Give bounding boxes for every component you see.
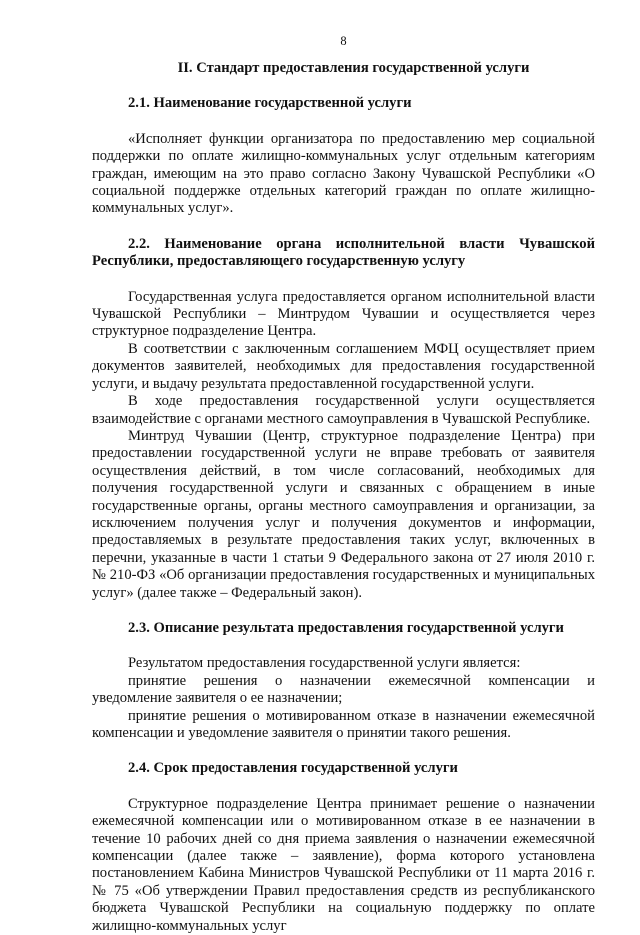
paragraph: Структурное подразделение Центра принимает решение о назначении ежемесячной компенсации или о мотивированном отказе в ее назначении в течение 10 рабочих дней со дня приема заявления о назначении ежемесячной компенсации (далее также – заявление), форма которого установлена постановлением Кабина Министров Чувашской Республики от 11 марта 2016 г. № 75 «Об утверждении Правил предоставления средств из республиканского бюджета Чувашской Республики на социальную поддержку по оплате жилищно-коммунальных услуг	[92, 795, 595, 934]
paragraph: Минтруд Чувашии (Центр, структурное подразделение Центра) при предоставлении государственной услуги не вправе требовать от заявителя осуществления действий, в том числе согласований, необходимых для получения государственной услуги и связанных с обращением в иные государственные органы, органы местного самоуправления и организации, за исключением получения услуг и получения документов и информации, предоставляемых в результате предоставления таких услуг, включенных в перечни, указанные в части 1 статьи 9 Федерального закона от 27 июля 2010 г. № 210-ФЗ «Об организации предоставления государственных и муниципальных услуг» (далее также – Федеральный закон).	[92, 427, 595, 601]
paragraph: принятие решения о назначении ежемесячной компенсации и уведомление заявителя о ее назначении;	[92, 672, 595, 707]
paragraph: В соответствии с заключенным соглашением МФЦ осуществляет прием документов заявителей, необходимых для предоставления государственной услуги, и выдачу результата предоставленной государственной услуги.	[92, 340, 595, 392]
paragraph: принятие решения о мотивированном отказе в назначении ежемесячной компенсации и уведомление заявителя о принятии такого решения.	[92, 707, 595, 741]
paragraph: «Исполняет функции организатора по предоставлению мер социальной поддержки по оплате жилищно-коммунальных услуг отдельным категориям граждан, имеющим на это право согласно Закону Чувашской Республики «О социальной поддержке отдельных категорий граждан по оплате жилищно-коммунальных услуг».	[92, 130, 595, 217]
page-number: 8	[340, 34, 347, 48]
heading-2-3: 2.3. Описание результата предоставления государственной услуги	[128, 619, 564, 636]
paragraph: Государственная услуга предоставляется органом исполнительной власти Чувашской Республики – Минтрудом Чувашии и осуществляется через структурное подразделение Центра.	[92, 288, 595, 340]
heading-2-2: 2.2. Наименование органа исполнительной власти Чувашской Республики, предоставляющего государственную услугу	[92, 235, 595, 270]
heading-2-1: 2.1. Наименование государственной услуги	[128, 95, 412, 112]
heading-2-4: 2.4. Срок предоставления государственной услуги	[128, 760, 458, 777]
document-page	[92, 34, 595, 935]
section-2-1-body	[92, 131, 595, 218]
section-2-3-body	[92, 655, 595, 742]
paragraph: В ходе предоставления государственной услуги осуществляется взаимодействие с органами местного самоуправления в Чувашской Республике.	[92, 393, 595, 427]
paragraph: Результатом предоставления государственной услуги является:	[128, 655, 521, 672]
section-2-2-body	[92, 289, 595, 602]
section-2-4-body	[92, 796, 595, 935]
section-title: II. Стандарт предоставления государственной услуги	[177, 60, 530, 76]
